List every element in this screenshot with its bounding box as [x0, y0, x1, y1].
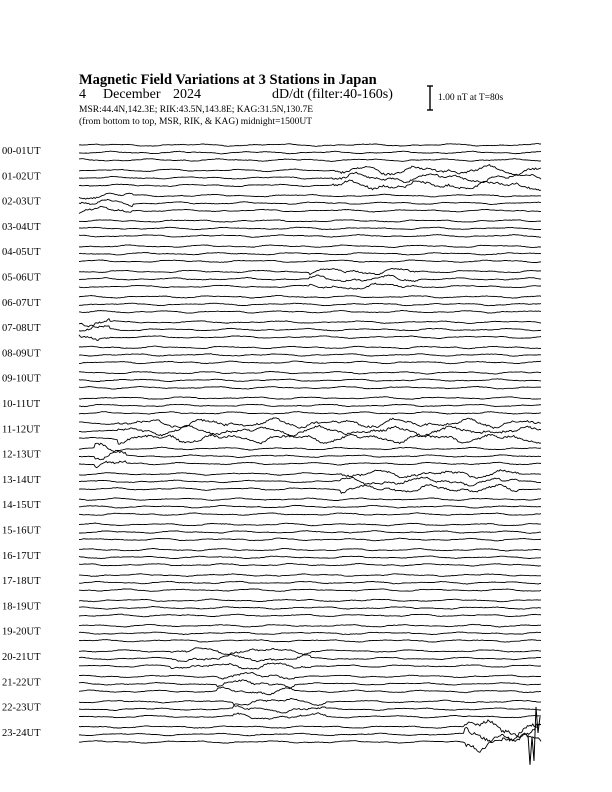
trace-row — [2, 673, 541, 695]
trace-row — [2, 498, 541, 516]
trace-kag — [79, 673, 541, 680]
trace-msr — [79, 260, 541, 263]
trace-msr — [79, 734, 541, 752]
trace-row — [2, 548, 541, 566]
row-label: 07-08UT — [2, 323, 41, 335]
row-label: 06-07UT — [2, 297, 41, 309]
trace-rik — [79, 654, 541, 662]
trace-msr — [79, 538, 541, 541]
trace-rik — [79, 451, 541, 460]
trace-row — [2, 523, 541, 541]
chart-title: Magnetic Field Variations at 3 Stations in Japan — [79, 72, 377, 88]
row-label: 04-05UT — [2, 247, 41, 259]
trace-msr — [79, 513, 541, 516]
trace-row — [2, 397, 541, 414]
row-label: 21-22UT — [2, 677, 41, 689]
trace-row — [2, 346, 541, 364]
trace-row — [2, 296, 541, 314]
trace-kag — [79, 144, 541, 147]
trace-rik — [79, 680, 541, 688]
trace-row — [2, 470, 541, 494]
trace-kag — [79, 523, 541, 526]
trace-rik — [79, 379, 541, 382]
trace-row — [2, 245, 541, 263]
trace-rik — [79, 705, 541, 713]
trace-rik — [79, 607, 541, 610]
trace-rik — [79, 275, 541, 282]
row-label: 09-10UT — [2, 373, 41, 385]
date-day: 4 — [79, 87, 86, 102]
trace-msr — [79, 386, 541, 389]
date-year: 2024 — [173, 87, 201, 102]
trace-kag — [79, 470, 541, 479]
row-label: 15-16UT — [2, 525, 41, 537]
station-coordinates: MSR:44.4N,142.3E; RIK:43.5N,143.8E; KAG:31.5N,130.7E — [79, 105, 314, 115]
trace-kag — [79, 574, 541, 577]
trace-row — [2, 220, 541, 238]
trace-kag — [79, 698, 541, 705]
trace-kag — [79, 269, 541, 275]
trace-rik — [79, 227, 541, 230]
trace-kag — [79, 371, 541, 374]
trace-row — [2, 698, 541, 719]
trace-rik — [79, 253, 541, 255]
row-label: 19-20UT — [2, 626, 41, 638]
trace-kag — [79, 220, 541, 222]
trace-kag — [79, 548, 541, 551]
trace-kag — [79, 624, 541, 627]
scale-bar-icon — [427, 86, 433, 110]
trace-kag — [79, 193, 541, 199]
trace-msr — [79, 310, 541, 313]
trace-rik — [79, 505, 541, 508]
trace-rik — [79, 172, 541, 182]
trace-row — [2, 319, 541, 341]
row-label: 12-13UT — [2, 449, 41, 461]
trace-msr — [79, 589, 541, 592]
row-label: 11-12UT — [2, 424, 41, 436]
trace-msr — [79, 461, 541, 468]
trace-row — [2, 165, 541, 191]
filter-label: dD/dt (filter:40-160s) — [272, 87, 393, 102]
trace-kag — [79, 648, 541, 655]
trace-kag — [79, 397, 541, 400]
row-label: 16-17UT — [2, 550, 41, 562]
date-month: December — [103, 87, 161, 102]
trace-kag — [79, 245, 541, 248]
trace-rik — [79, 199, 541, 206]
row-label: 05-06UT — [2, 272, 41, 284]
trace-rik — [79, 404, 541, 406]
trace-msr — [79, 687, 541, 695]
trace-row — [2, 648, 541, 669]
trace-msr — [79, 434, 541, 444]
trace-msr — [79, 361, 541, 364]
row-label: 00-01UT — [2, 146, 41, 157]
trace-row — [2, 193, 541, 213]
trace-kag — [79, 296, 541, 299]
trace-msr — [79, 159, 541, 162]
trace-msr — [79, 640, 541, 643]
row-label: 22-23UT — [2, 702, 41, 714]
row-label: 08-09UT — [2, 348, 41, 360]
scale-label: 1.00 nT at T=80s — [438, 93, 504, 103]
row-label: 17-18UT — [2, 576, 41, 588]
row-label: 03-04UT — [2, 221, 41, 233]
trace-rik — [79, 531, 541, 534]
trace-msr — [79, 412, 541, 415]
trace-kag — [79, 418, 541, 429]
trace-kag — [79, 443, 541, 452]
trace-kag — [79, 346, 541, 349]
row-label: 01-02UT — [2, 171, 41, 183]
trace-row — [2, 443, 541, 468]
trace-rows — [2, 144, 541, 765]
trace-rik — [79, 556, 541, 559]
trace-kag — [79, 165, 541, 176]
row-label: 18-19UT — [2, 601, 41, 613]
trace-rik — [79, 303, 541, 306]
trace-row — [2, 599, 541, 617]
row-label: 20-21UT — [2, 652, 41, 663]
trace-msr — [79, 663, 541, 669]
trace-msr — [79, 614, 541, 617]
trace-row — [2, 574, 541, 592]
trace-row — [2, 371, 541, 389]
row-label: 13-14UT — [2, 474, 41, 486]
trace-msr — [79, 283, 541, 289]
trace-rik — [79, 151, 541, 154]
row-label: 02-03UT — [2, 196, 41, 208]
trace-msr — [79, 564, 541, 567]
trace-rik — [79, 632, 541, 635]
trace-row — [2, 144, 541, 162]
trace-msr — [79, 335, 541, 341]
trace-rik — [79, 354, 541, 357]
trace-rik — [79, 326, 541, 331]
trace-msr — [79, 207, 541, 214]
trace-msr — [79, 235, 541, 238]
trace-kag — [79, 498, 541, 501]
row-label: 10-11UT — [2, 399, 41, 410]
trace-rik — [79, 581, 541, 584]
trace-msr — [79, 713, 541, 720]
trace-kag — [79, 319, 541, 327]
trace-row — [2, 418, 541, 444]
row-label: 14-15UT — [2, 500, 41, 512]
trace-row — [2, 269, 541, 290]
trace-kag — [79, 599, 541, 602]
trace-rik — [79, 477, 541, 486]
row-label: 23-24UT — [2, 727, 41, 739]
trace-row — [2, 624, 541, 642]
trace-order-note: (from bottom to top, MSR, RIK, & KAG) midnight=1500UT — [79, 117, 313, 127]
trace-row — [2, 720, 541, 752]
